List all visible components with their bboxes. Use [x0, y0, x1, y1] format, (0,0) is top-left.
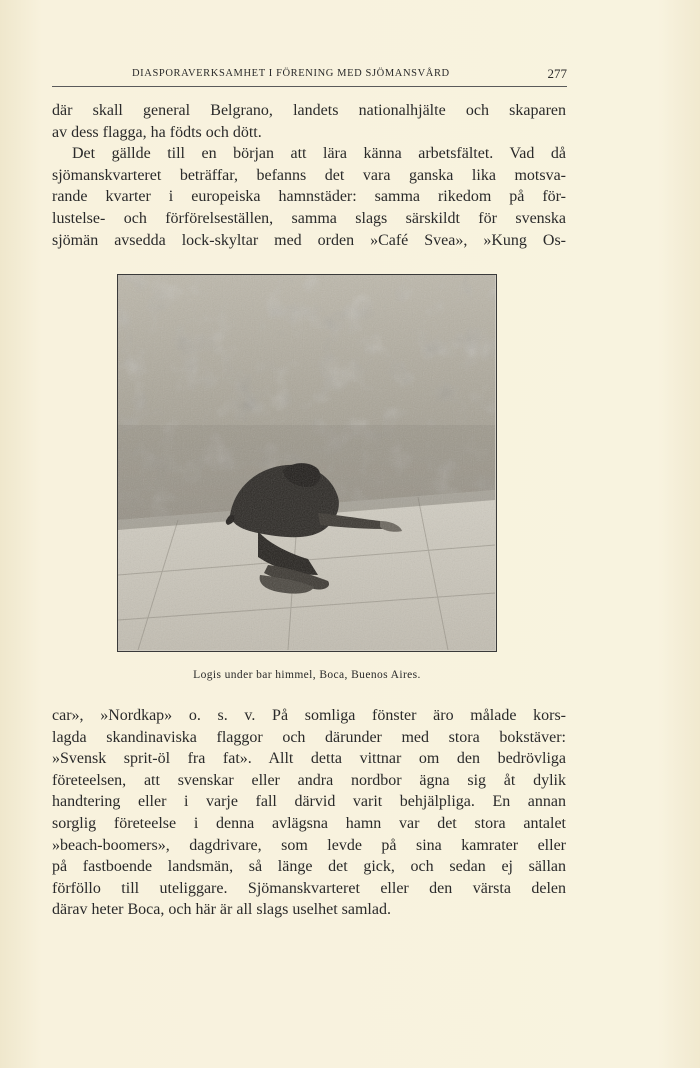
- running-header: [52, 66, 567, 87]
- figure-caption: Logis under bar himmel, Boca, Buenos Aires.: [193, 669, 421, 681]
- text-line: Det gällde till en början att lära känna arbetsfältet. Vad då: [72, 145, 566, 163]
- paragraph-block-bottom: [52, 705, 566, 921]
- text-line: förföllo till uteliggare. Sjömanskvarteret eller den värsta delen: [52, 879, 566, 897]
- text-line: sjömän avsedda lock-skyltar med orden »Café Svea», »Kung Os-: [52, 231, 566, 249]
- text-line: »Svensk sprit-öl fra fat». Allt detta vittnar om den bedrövliga: [52, 750, 566, 768]
- text-line: där skall general Belgrano, landets nationalhjälte och skaparen: [52, 102, 566, 119]
- text-line: car», »Nordkap» o. s. v. På somliga fönster äro målade kors-: [52, 707, 566, 724]
- text-line: lagda skandinaviska flaggor och därunder med stora bokstäver:: [52, 728, 566, 746]
- text-line: »beach-boomers», dagdrivare, som levde på sina kamrater eller: [52, 836, 566, 854]
- paragraph-block-top: [52, 100, 566, 251]
- text-line: därav heter Boca, och här är all slags uselhet samlad.: [52, 901, 391, 919]
- text-line: lustelse- och förförelseställen, samma slags särskildt för svenska: [52, 209, 566, 227]
- text-line: rande kvarter i europeiska hamnstäder: samma rikedom på för-: [52, 188, 566, 206]
- text-line: handtering eller i varje fall därvid varit behjälpliga. En annan: [52, 793, 566, 811]
- text-line: på fastboende landsmän, så länge det gick, och sedan ej sällan: [52, 858, 566, 876]
- text-line: företeelsen, att svenskar eller andra nordbor ägna sig åt dylik: [52, 771, 566, 789]
- text-line: av dess flagga, ha födts och dött.: [52, 123, 262, 141]
- photo-illustration: [118, 275, 495, 650]
- text-line: sorglig företeelse i denna avlägsna hamn var det stora antalet: [52, 814, 566, 832]
- running-title: DIASPORAVERKSAMHET I FÖRENING MED SJÖMANSVÅRD: [132, 68, 450, 79]
- page-number: 277: [547, 66, 567, 81]
- text-line: sjömanskvarteret beträffar, befanns det vara ganska lika motsva-: [52, 166, 566, 184]
- photograph: [117, 274, 497, 652]
